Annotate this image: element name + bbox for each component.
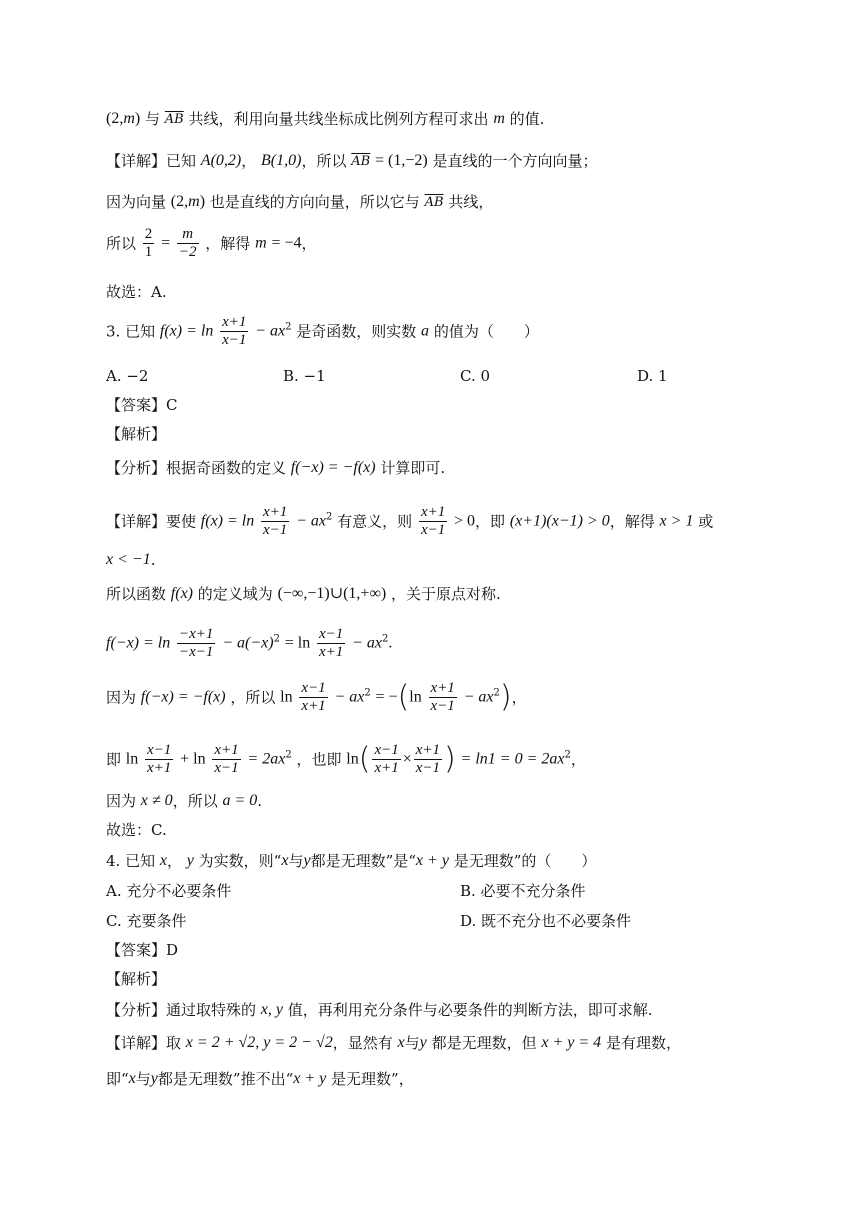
math-expr: x > 1 <box>659 512 694 530</box>
math-expr: = − <box>375 688 398 706</box>
text: 即“ <box>106 1070 129 1088</box>
text: 3. 已知 <box>106 322 156 341</box>
math-expr: x < −1 <box>106 551 151 568</box>
q3-detail-1 <box>106 504 713 539</box>
text: ，所以 <box>172 792 218 810</box>
text: ) <box>134 110 141 127</box>
math-expr: (2, <box>170 193 189 210</box>
q3-option-b: B. −1 <box>283 367 326 385</box>
q4-analysis-heading: 【解析】 <box>106 970 167 988</box>
line-4 <box>106 226 317 261</box>
exponent: 2 <box>493 687 500 699</box>
math-expr: = (1,−2) <box>375 152 428 169</box>
math-expr: = ln1 = 0 = 2ax <box>460 750 565 768</box>
math-op: × <box>402 750 412 768</box>
line-2 <box>106 149 598 173</box>
q3-option-d: D. 1 <box>637 367 668 385</box>
math-expr: − ax <box>334 688 365 706</box>
text: 【分析】通过取特殊的 <box>106 1001 257 1019</box>
text: ，所以 <box>230 688 276 707</box>
text: 共线，利用向量共线坐标成比例列方程可求出 <box>188 110 489 128</box>
math-expr: = 2ax <box>247 750 286 768</box>
exponent: 2 <box>564 749 571 761</box>
math-expr: ) <box>199 193 206 210</box>
text: 值，再利用充分条件与必要条件的判断方法，即可求解. <box>287 1001 653 1019</box>
fraction: $\frac{x-1}{x+1}$ <box>318 626 344 660</box>
math-var: m <box>188 193 200 210</box>
text: 因为向量 <box>106 193 167 211</box>
q3-option-c: C. 0 <box>460 367 491 385</box>
text: 与 <box>288 852 304 870</box>
math-expr: − ax <box>296 512 326 530</box>
q4-option-d: D. 既不充分也不必要条件 <box>460 912 632 930</box>
text: 为实数，则“ <box>198 852 282 870</box>
fraction: $\frac{x+1}{x-1}$ <box>214 742 239 776</box>
vector-ab: $\overline{AB}$ <box>164 112 184 127</box>
math-expr: a = 0 <box>222 792 258 809</box>
math-expr: x + y <box>415 852 449 869</box>
question-4 <box>106 849 596 872</box>
line-1 <box>106 107 544 131</box>
q4-option-a: A. 充分不必要条件 <box>106 882 232 900</box>
math-expr: ln <box>125 750 139 768</box>
text: . <box>150 551 156 569</box>
exponent: 2 <box>381 633 389 645</box>
fraction: $\frac{m}{-2}$ <box>178 226 197 260</box>
text: 是无理数”的（ ） <box>453 852 597 870</box>
q3-detail-3 <box>106 582 501 605</box>
paren: ) <box>499 679 512 715</box>
line-3 <box>106 190 493 214</box>
exponent: 2 <box>364 687 371 699</box>
math-var: m <box>255 234 267 252</box>
q3-detail-4 <box>106 626 392 661</box>
math-expr: (−∞,−1)∪(1,+∞) <box>277 585 387 602</box>
math-expr: = ln <box>284 634 311 652</box>
fraction: $\frac{2}{1}$ <box>144 226 153 260</box>
text: . <box>257 792 263 810</box>
math-var: m <box>123 110 135 127</box>
math-var: x <box>281 852 289 869</box>
q4-answer: 【答案】D <box>106 941 179 959</box>
text: ，解得 <box>205 234 251 253</box>
exponent: 2 <box>285 321 292 333</box>
math-expr: x = 2 + √2, y = 2 − √2 <box>185 1034 333 1051</box>
math-op: = <box>161 234 171 252</box>
text: 4. 已知 <box>106 852 156 870</box>
text: 所以 <box>106 234 137 253</box>
math-expr: x + y <box>293 1070 327 1087</box>
text: 因为 <box>106 792 137 810</box>
math-var: y <box>150 1070 158 1087</box>
math-expr: (x) = ln <box>164 322 214 340</box>
text: ， <box>301 234 317 253</box>
math-expr: − ax <box>255 322 286 340</box>
exponent: 2 <box>273 633 280 645</box>
math-var: x <box>397 1034 405 1051</box>
paren: ( <box>358 741 371 777</box>
q4-option-c: C. 充要条件 <box>106 912 187 930</box>
text: ，所以 <box>301 152 347 170</box>
math-var: x <box>159 852 167 869</box>
fraction: $\frac{x+1}{x-1}$ <box>415 742 441 776</box>
text: ， <box>511 688 527 707</box>
paren: ( <box>397 679 410 715</box>
q3-analysis <box>106 456 445 479</box>
fraction: $\frac{x+1}{x-1}$ <box>222 314 247 348</box>
text: 都是无理数，但 <box>431 1034 537 1052</box>
q4-option-b: B. 必要不充分条件 <box>460 882 586 900</box>
text: ，也即 <box>296 750 342 769</box>
text: 【分析】根据奇函数的定义 <box>106 459 287 477</box>
text: 共线， <box>448 193 494 211</box>
math-expr: − ax <box>463 688 494 706</box>
fraction: $\frac{-x+1}{-x-1}$ <box>179 626 214 660</box>
text: 【详解】已知 <box>106 152 197 170</box>
q3-detail-2 <box>106 548 155 571</box>
math-expr: > 0 <box>454 512 476 530</box>
q3-conclusion: 故选：C. <box>106 821 167 839</box>
math-expr: + ln <box>180 750 206 768</box>
fraction: $\frac{x-1}{x+1}$ <box>147 742 172 776</box>
text: 与 <box>404 1034 420 1052</box>
math-expr: x, y <box>260 1001 283 1018</box>
text: 即 <box>106 750 122 769</box>
paren: ) <box>444 741 456 777</box>
q3-detail-7 <box>106 789 262 812</box>
math-var: y <box>419 1034 427 1051</box>
text: 有意义，则 <box>337 512 413 531</box>
text: 与 <box>135 1070 151 1088</box>
fraction: $\frac{x-1}{x+1}$ <box>301 680 326 714</box>
text: 或 <box>698 512 714 531</box>
text: ，即 <box>475 512 506 531</box>
math-expr: ln <box>280 688 293 706</box>
math-expr: − ax <box>352 634 382 652</box>
question-3 <box>106 314 539 349</box>
text: . <box>388 634 393 652</box>
text: ，显然有 <box>332 1034 393 1052</box>
math-expr: ln <box>346 750 359 768</box>
vector-ab: $\overline{AB}$ <box>424 195 444 210</box>
fraction: $\frac{x-1}{x+1}$ <box>374 742 399 776</box>
math-var: x <box>128 1070 136 1087</box>
math-expr: f(−x) = −f(x) <box>290 459 376 476</box>
text: 的值为（ ） <box>433 322 539 341</box>
q4-detail-1 <box>106 1031 681 1054</box>
line-5: 故选：A. <box>106 283 167 301</box>
text: 【详解】取 <box>106 1034 182 1052</box>
q4-analysis <box>106 998 653 1021</box>
text: 所以函数 <box>106 585 167 603</box>
text: 【详解】要使 <box>106 512 197 531</box>
text: 是直线的一个方向向量； <box>432 152 598 170</box>
text: 是奇函数，则实数 <box>296 322 417 341</box>
fraction: $\frac{x+1}{x-1}$ <box>263 504 288 538</box>
math-expr: f(−x) = ln <box>106 634 171 652</box>
text: 的定义域为 <box>197 585 273 603</box>
text: ，解得 <box>609 512 655 531</box>
text: 因为 <box>106 688 137 707</box>
math-expr: f(x) = ln <box>200 512 255 530</box>
fraction: $\frac{x+1}{x-1}$ <box>430 680 455 714</box>
text: 计算即可. <box>380 459 446 477</box>
fraction: $\frac{x+1}{x-1}$ <box>420 504 446 538</box>
text: 都是无理数”推不出“ <box>157 1070 294 1088</box>
q3-detail-5 <box>106 680 527 715</box>
vector-ab: $\overline{AB}$ <box>351 154 371 169</box>
math-var: a <box>421 322 430 340</box>
exponent: 2 <box>326 511 333 523</box>
math-expr: x ≠ 0 <box>140 792 173 809</box>
text: 是无理数”， <box>331 1070 414 1088</box>
text: 的值. <box>509 110 545 128</box>
text: 与 <box>145 110 161 128</box>
math-expr: − a(−x) <box>222 634 274 652</box>
math-expr: (x+1)(x−1) > 0 <box>509 512 610 530</box>
math-expr: f(x) <box>170 585 193 602</box>
math-expr: = −4 <box>271 234 302 252</box>
math-expr: f(−x) = −f(x) <box>140 688 226 706</box>
q3-answer: 【答案】C <box>106 396 178 414</box>
text: 是有理数， <box>605 1034 681 1052</box>
q4-detail-2 <box>106 1067 414 1090</box>
q3-option-a: A. −2 <box>106 367 149 385</box>
q3-detail-6 <box>106 742 586 777</box>
math-var: y <box>186 852 194 869</box>
q3-analysis-heading: 【解析】 <box>106 425 167 443</box>
math-var: y <box>303 852 311 869</box>
exponent: 2 <box>285 749 292 761</box>
math-expr: A(0,2) <box>200 152 242 169</box>
text: ， <box>166 852 182 870</box>
math-var: f <box>159 322 165 340</box>
text: ， <box>570 750 586 769</box>
math-var: m <box>493 110 505 127</box>
math-expr: x + y = 4 <box>541 1034 602 1051</box>
text: (2, <box>106 110 124 127</box>
math-expr: ln <box>409 688 422 706</box>
text: 都是无理数”是“ <box>310 852 416 870</box>
math-expr: B(1,0) <box>261 152 302 169</box>
text: 也是直线的方向向量，所以它与 <box>209 193 420 211</box>
text: ，关于原点对称. <box>390 585 501 603</box>
text: ， <box>241 152 257 170</box>
